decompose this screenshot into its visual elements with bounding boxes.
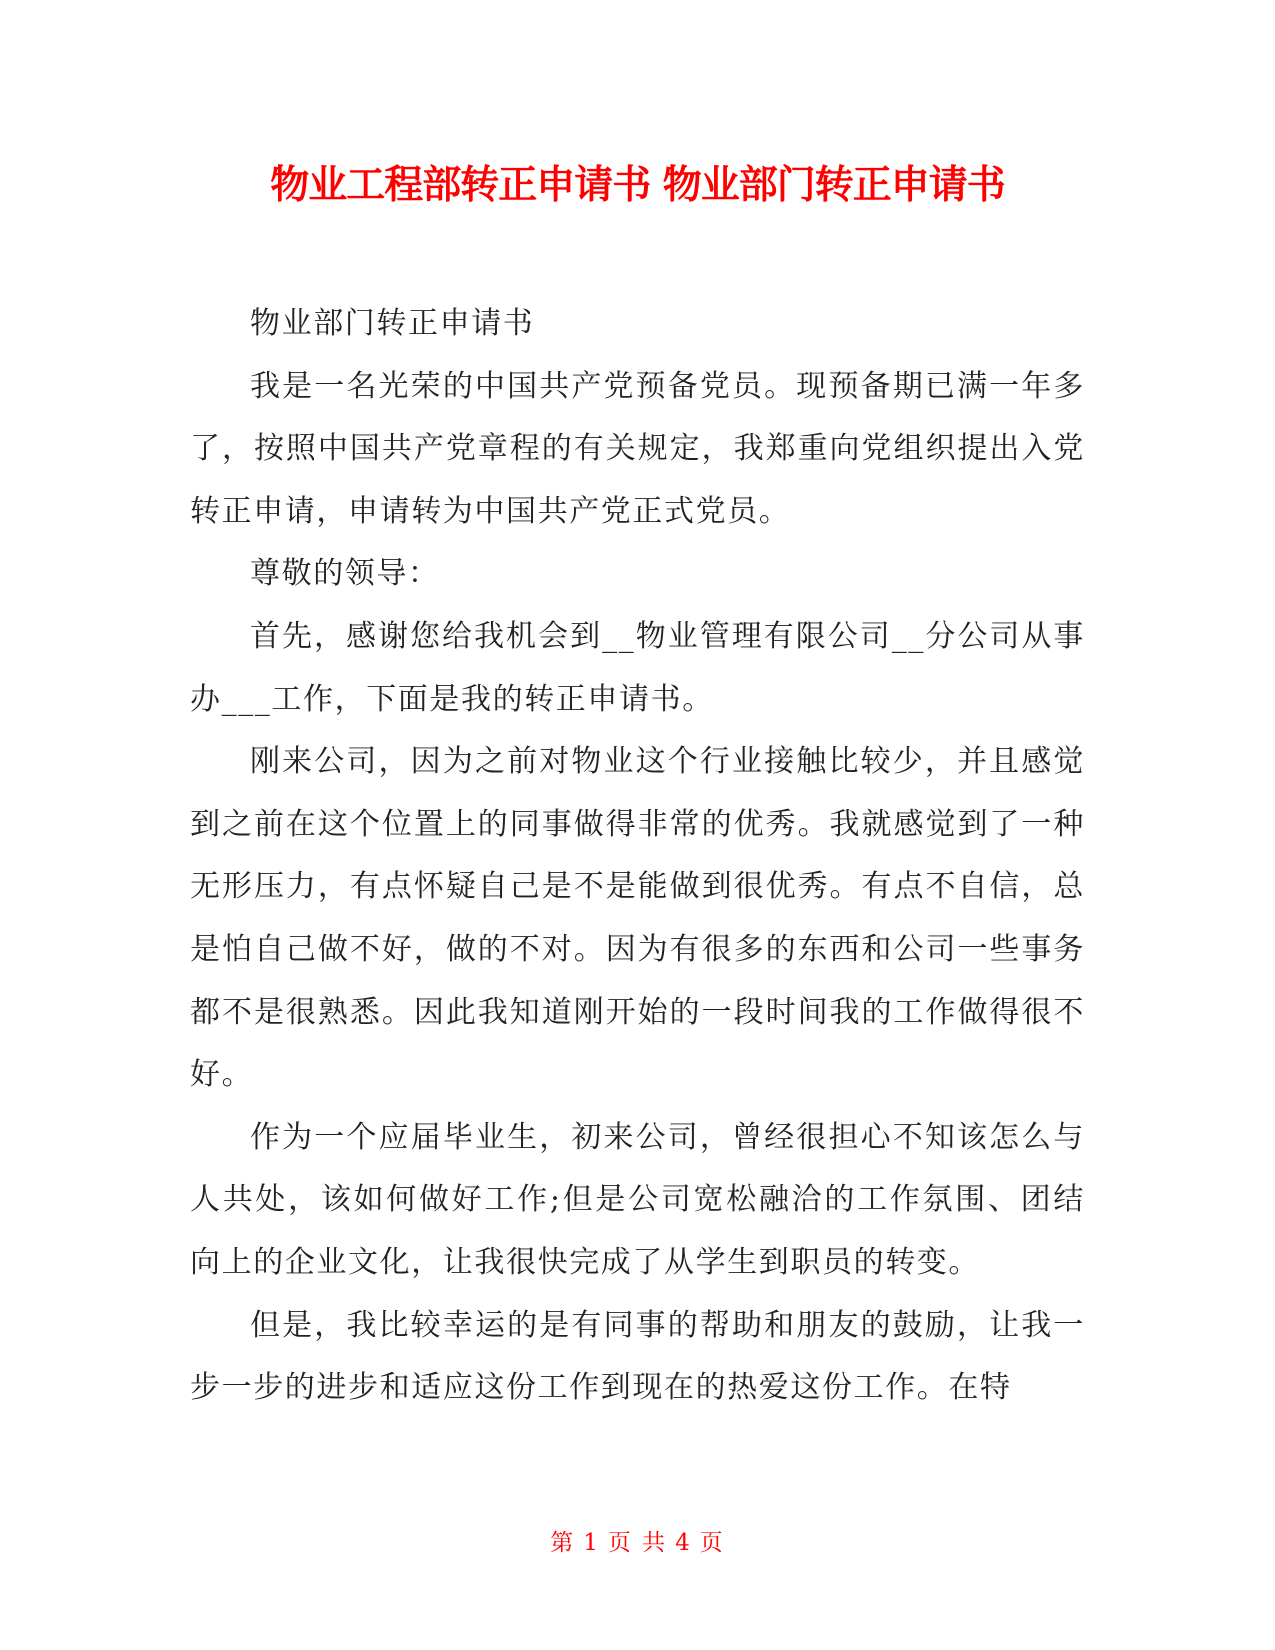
footer-total-pages: 4 <box>675 1530 692 1556</box>
footer-page-number: 1 <box>583 1530 600 1556</box>
paragraph-salutation: 尊敬的领导： <box>250 556 440 592</box>
page-footer <box>0 1528 1275 1558</box>
paragraph-subtitle: 物业部门转正申请书 <box>250 306 535 341</box>
paragraph: 首先，感谢您给我机会到__物业管理有限公司__分公司从事办___工作，下面是我的转正申请书。 <box>190 618 1085 717</box>
document-title: 物业工程部转正申请书 物业部门转正申请书 <box>270 163 1005 208</box>
footer-prefix: 第 <box>550 1530 576 1556</box>
paragraph: 作为一个应届毕业生，初来公司，曾经很担心不知该怎么与人共处，该如何做好工作;但是公司宽松融洽的工作氛围、团结向上的企业文化，让我很快完成了从学生到职员的转变。 <box>190 1119 1085 1280</box>
footer-middle: 页 共 <box>607 1530 668 1556</box>
paragraph: 但是，我比较幸运的是有同事的帮助和朋友的鼓励，让我一步一步的进步和适应这份工作到现在的热爱这份工作。在特 <box>190 1307 1085 1406</box>
paragraph: 刚来公司，因为之前对物业这个行业接触比较少，并且感觉到之前在这个位置上的同事做得非常的优秀。我就感觉到了一种无形压力，有点怀疑自己是不是能做到很优秀。有点不自信，总是怕自己做不好，做的不对。因为有很多的东西和公司一些事务都不是很熟悉。因此我知道刚开始的一段时间我的工作做得很不好。 <box>190 744 1085 1093</box>
document-body <box>190 293 1085 1420</box>
footer-suffix: 页 <box>699 1530 725 1556</box>
paragraph: 我是一名光荣的中国共产党预备党员。现预备期已满一年多了，按照中国共产党章程的有关规定，我郑重向党组织提出入党转正申请，申请转为中国共产党正式党员。 <box>190 368 1085 529</box>
